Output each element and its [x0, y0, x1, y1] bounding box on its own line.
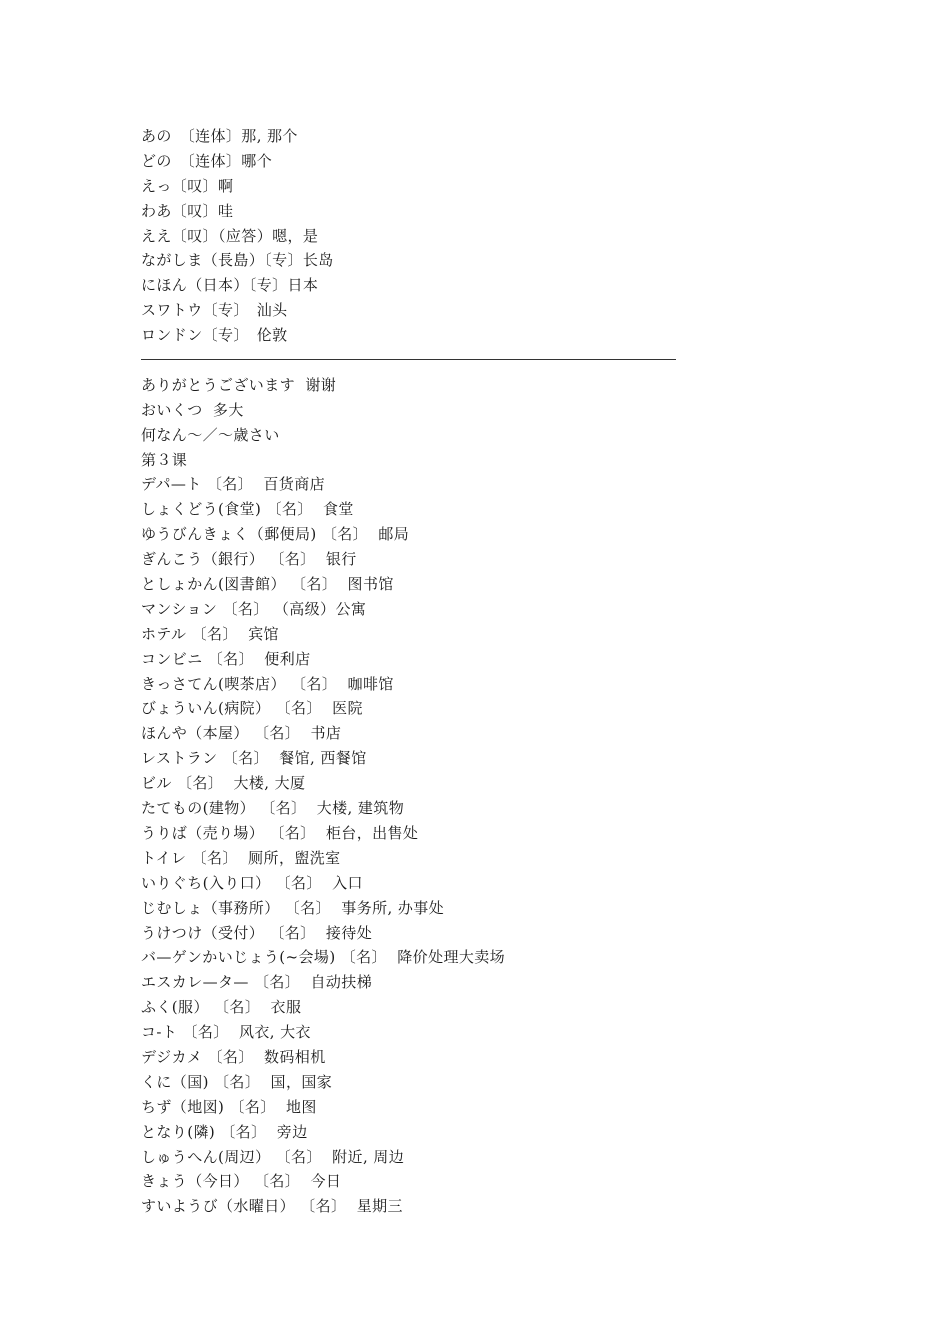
- vocab-line: ロンドン〔专〕 伦敦: [141, 326, 288, 345]
- vocab-line: ながしま（長島）〔专〕长岛: [141, 251, 334, 270]
- vocab-line: トイレ 〔名〕 厕所，盥洗室: [141, 848, 341, 867]
- vocab-line: ふく(服） 〔名〕 衣服: [141, 998, 302, 1017]
- vocab-line: コ-ト 〔名〕 风衣, 大衣: [141, 1023, 311, 1042]
- vocab-line: どの 〔连体〕哪个: [141, 151, 273, 170]
- vocab-line: わあ〔叹〕哇: [141, 201, 234, 220]
- vocab-line: きっさてん(喫茶店） 〔名〕 咖啡馆: [141, 674, 394, 693]
- vocab-line: しゅうへん(周辺） 〔名〕 附近, 周边: [141, 1147, 405, 1166]
- vocab-line: にほん（日本）〔专〕日本: [141, 276, 319, 295]
- vocab-line: デパ—ト 〔名〕 百货商店: [141, 475, 326, 494]
- vocab-line: じむしょ（事務所） 〔名〕 事务所, 办事处: [141, 898, 445, 917]
- vocab-line: すいようび（水曜日） 〔名〕 星期三: [141, 1197, 403, 1216]
- vocab-line: あの 〔连体〕那, 那个: [141, 127, 298, 145]
- vocab-line: うけつけ（受付） 〔名〕 接待处: [141, 923, 373, 942]
- vocab-line: としょかん(図書館） 〔名〕 图书馆: [141, 575, 394, 594]
- vocab-line: マンション 〔名〕 （高级）公寓: [141, 599, 367, 618]
- vocab-line: ゆうびんきょく（郵便局) 〔名〕 邮局: [141, 525, 410, 544]
- vocab-line: ぎんこう（銀行） 〔名〕 银行: [141, 550, 357, 569]
- phrase-line: おいくつ 多大: [141, 400, 244, 419]
- vocab-line: となり(隣) 〔名〕 旁边: [141, 1122, 308, 1141]
- horizontal-rule: [141, 348, 841, 373]
- document-body: [141, 124, 841, 1219]
- vocab-line: いりぐち(入り口） 〔名〕 入口: [141, 873, 363, 892]
- vocab-line: くに（国) 〔名〕 国，国家: [141, 1072, 333, 1091]
- vocab-line: バ—ゲンかいじょう(~会場) 〔名〕 降价处理大卖场: [141, 948, 506, 967]
- vocab-line: デジカメ 〔名〕 数码相机: [141, 1047, 326, 1066]
- vocab-line: スワトウ〔专〕 汕头: [141, 301, 288, 320]
- vocab-line: たてもの(建物） 〔名〕 大楼, 建筑物: [141, 799, 405, 818]
- vocab-line: ホテル 〔名〕 宾馆: [141, 624, 279, 643]
- vocab-line: コンビニ 〔名〕 便利店: [141, 649, 311, 668]
- vocab-line: うりば（売り場） 〔名〕 柜台，出售处: [141, 823, 419, 842]
- vocab-line: ほんや（本屋） 〔名〕 书店: [141, 724, 342, 743]
- vocab-line: ええ〔叹〕（应答）嗯，是: [141, 226, 319, 245]
- vocab-line: ビル 〔名〕 大楼, 大厦: [141, 774, 306, 793]
- lesson-heading: 第３课: [141, 450, 188, 469]
- phrase-line: ありがとうございます 谢谢: [141, 375, 337, 394]
- vocab-line: えっ〔叹〕啊: [141, 176, 234, 195]
- vocab-line: しょくどう(食堂) 〔名〕 食堂: [141, 500, 354, 519]
- vocab-line: ちず（地図) 〔名〕 地图: [141, 1097, 317, 1116]
- vocab-line: レストラン 〔名〕 餐馆, 西餐馆: [141, 749, 367, 768]
- vocab-line: きょう（今日） 〔名〕 今日: [141, 1172, 342, 1191]
- vocab-line: びょういん(病院） 〔名〕 医院: [141, 699, 363, 718]
- phrase-line: 何なん～／～歳さい: [141, 425, 280, 444]
- vocab-line: エスカレ—タ— 〔名〕 自动扶梯: [141, 973, 373, 992]
